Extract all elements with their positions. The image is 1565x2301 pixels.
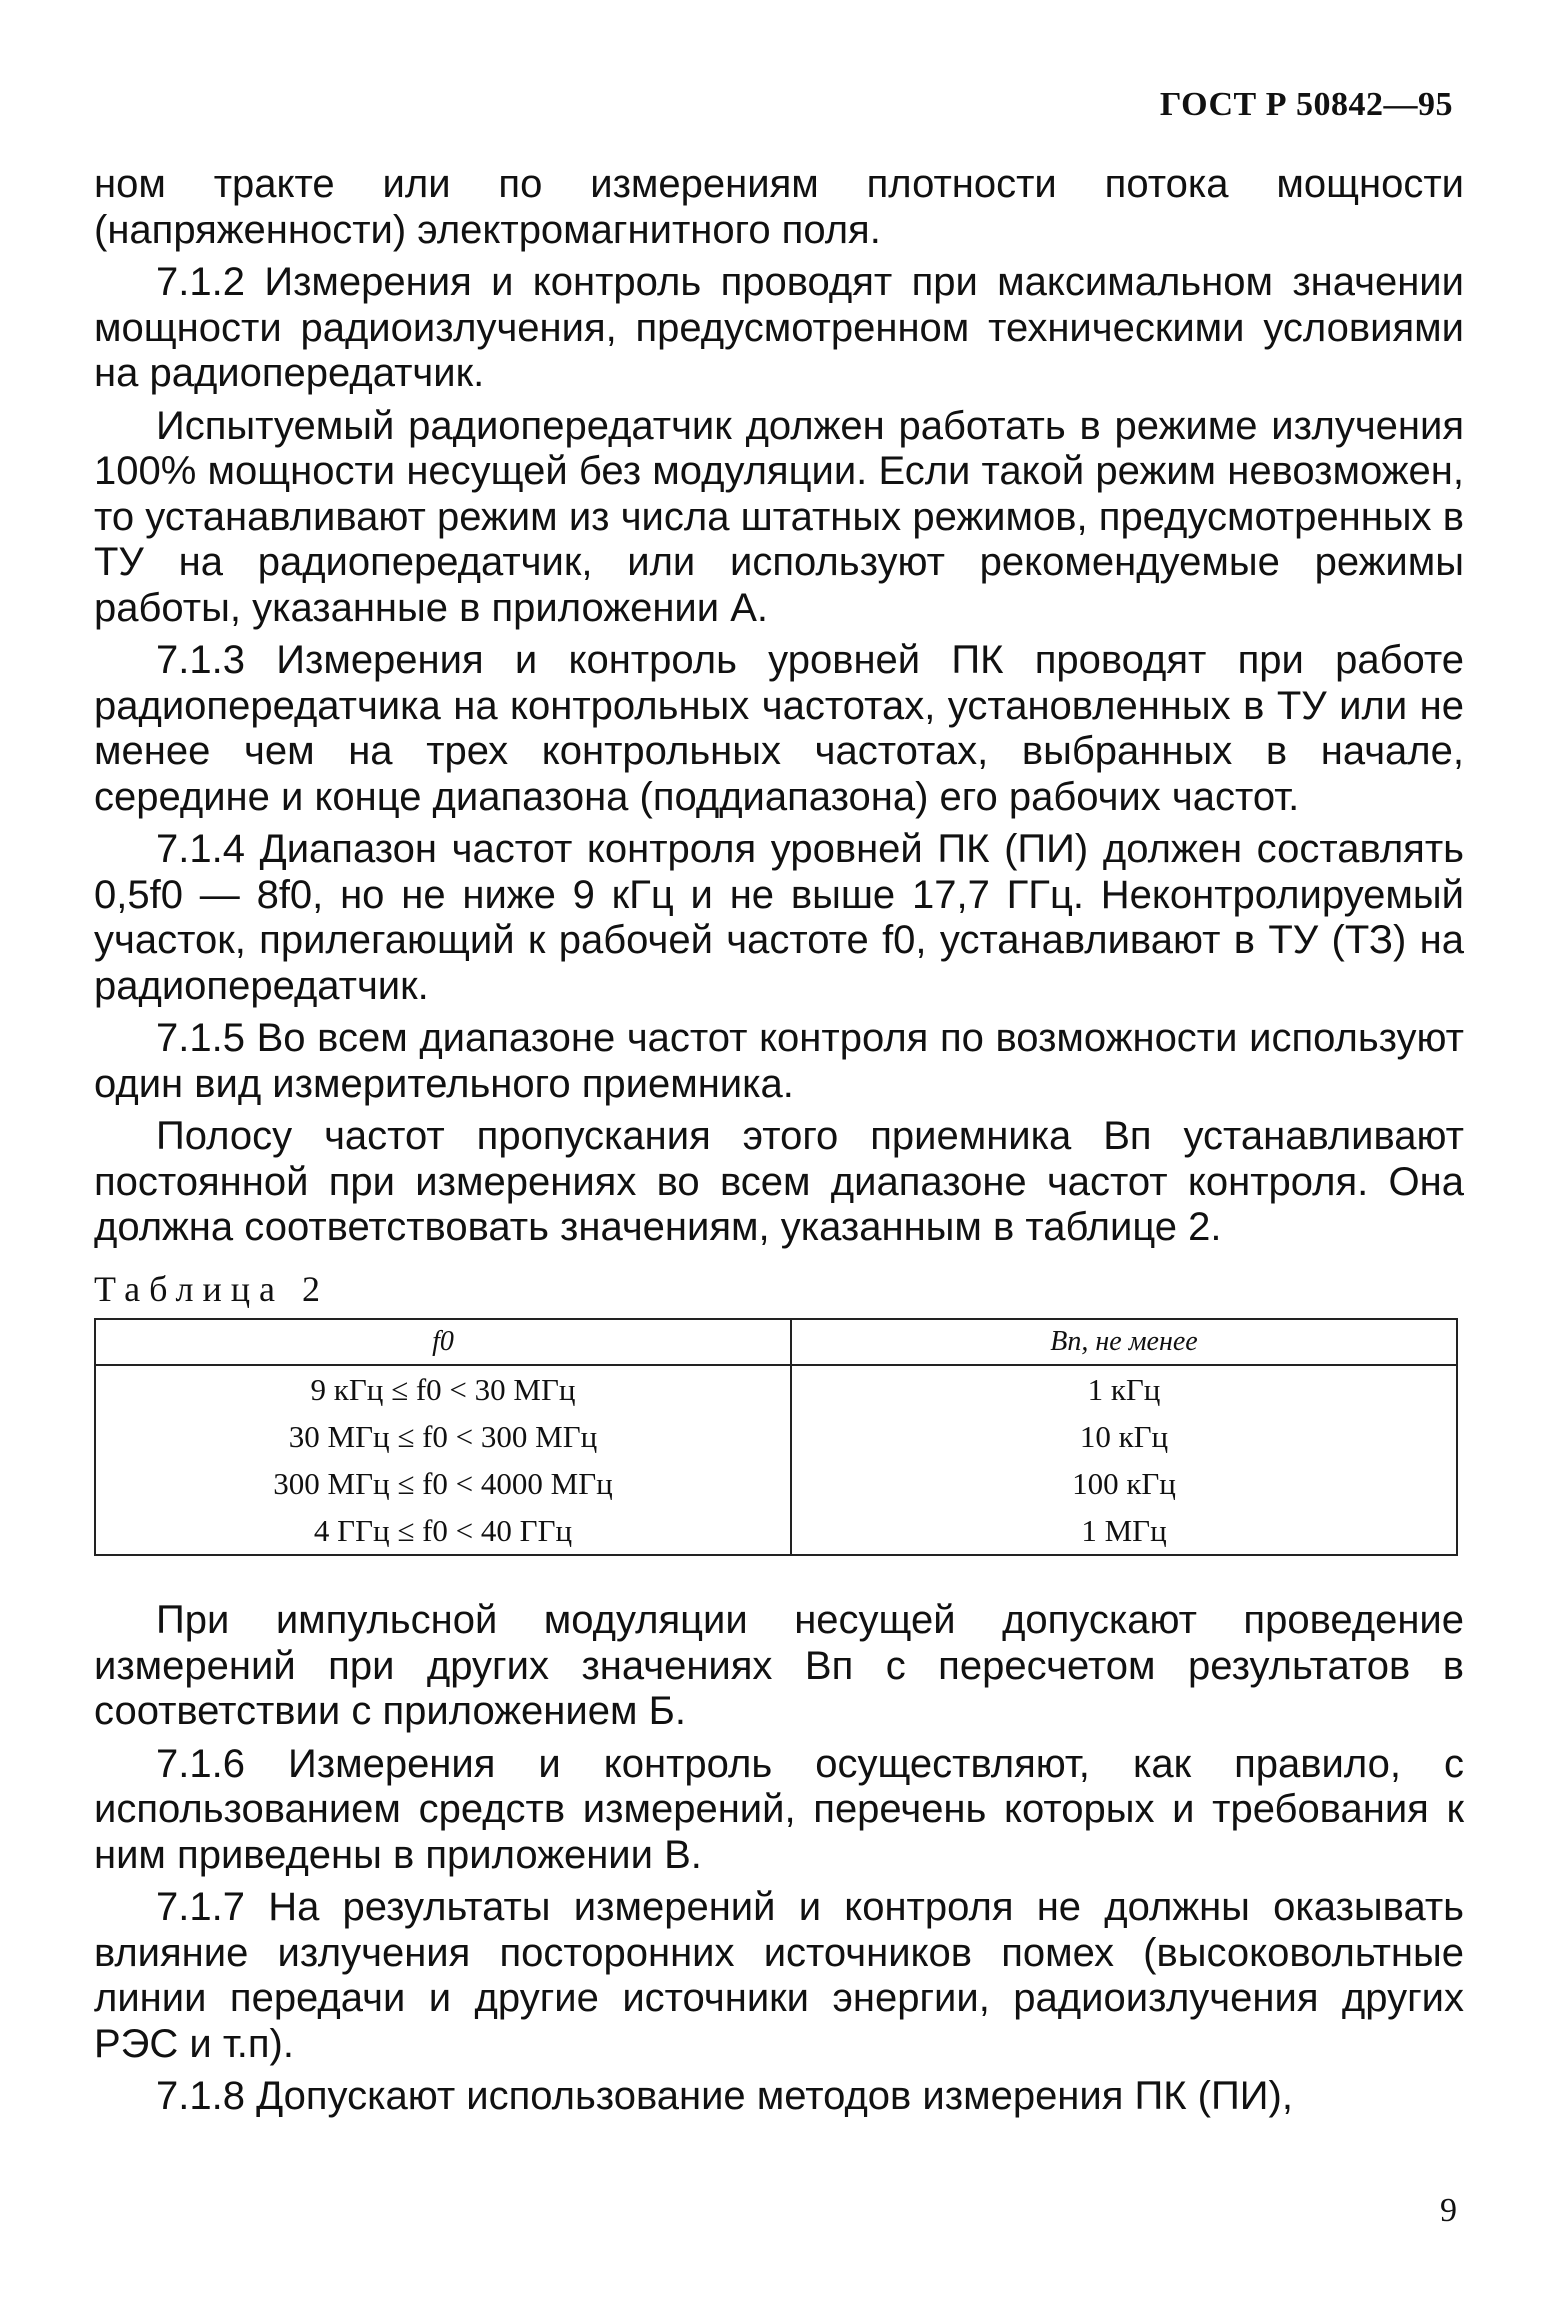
paragraph: 7.1.7 На результаты измерений и контроля не должны оказывать влияние излучения посторонних источников помех (высоковольтные линии передачи и другие источники энергии, радиоизлучения других РЭС и т.п). — [94, 1885, 1464, 2066]
table-cell: 1 МГц — [791, 1507, 1457, 1555]
table-cell: 1 кГц — [791, 1365, 1457, 1413]
standard-header: ГОСТ Р 50842—95 — [1159, 86, 1453, 123]
paragraph: 7.1.3 Измерения и контроль уровней ПК проводят при работе радиопередатчика на контрольных частотах, установленных в ТУ или не менее чем на трех контрольных частотах, выбранных в начале, середине и конце диапазона (поддиапазона) его рабочих частот. — [94, 638, 1464, 819]
page-number: 9 — [1440, 2192, 1457, 2229]
table-row — [95, 1460, 1457, 1507]
table-row — [95, 1413, 1457, 1460]
paragraph: Испытуемый радиопередатчик должен работать в режиме излучения 100% мощности несущей без модуляции. Если такой режим невозможен, то устанавливают режим из числа штатных режимов, предусмотренных в ТУ на радиопередатчик, или используют рекомендуемые режимы работы, указанные в приложении А. — [94, 403, 1464, 630]
table-row — [95, 1507, 1457, 1555]
paragraph: 7.1.6 Измерения и контроль осуществляют, как правило, с использованием средств измерений, перечень которых и требования к ним приведены в приложении В. — [94, 1741, 1464, 1877]
body-text-before-table — [94, 162, 1464, 1251]
table-header-row — [95, 1319, 1457, 1365]
paragraph: Полосу частот пропускания этого приемника Bп устанавливают постоянной при измерениях во всем диапазоне частот контроля. Она должна соответствовать значениям, указанным в таблице 2. — [94, 1114, 1464, 1249]
table-cell: 9 кГц ≤ f0 < 30 МГц — [310, 1371, 576, 1407]
paragraph: 7.1.8 Допускают использование методов измерения ПК (ПИ), — [156, 2074, 1293, 2118]
table-cell: 4 ГГц ≤ f0 < 40 ГГц — [313, 1512, 573, 1548]
table-cell: 300 МГц ≤ f0 < 4000 МГц — [273, 1465, 613, 1501]
table-cell: 30 МГц ≤ f0 < 300 МГц — [288, 1418, 598, 1454]
table-container — [94, 1318, 1458, 1556]
paragraph: 7.1.4 Диапазон частот контроля уровней ПК (ПИ) должен составлять 0,5f0 — 8f0, но не ниже 9 кГц и не выше 17,7 ГГц. Неконтролируемый участок, прилегающий к рабочей частоте f0, устанавливают в ТУ (ТЗ) на радиопередатчик. — [94, 827, 1464, 1008]
table-cell: 100 кГц — [791, 1460, 1457, 1507]
paragraph: ном тракте или по измерениям плотности потока мощности (напряженности) электромагнитного поля. — [94, 162, 1464, 252]
body-text-after-table — [94, 1598, 1464, 2120]
frequency-table — [94, 1318, 1458, 1556]
paragraph: 7.1.5 Во всем диапазоне частот контроля по возможности используют один вид измерительного приемника. — [94, 1016, 1464, 1106]
paragraph: При импульсной модуляции несущей допускают проведение измерений при других значениях Bп с пересчетом результатов в соответствии с приложением Б. — [94, 1598, 1464, 1733]
table-header-cell: f0 — [95, 1319, 791, 1365]
table-caption: Таблица 2 — [94, 1269, 329, 1309]
paragraph: 7.1.2 Измерения и контроль проводят при максимальном значении мощности радиоизлучения, предусмотренном техническими условиями на радиопередатчик. — [94, 260, 1464, 395]
table-cell: 10 кГц — [791, 1413, 1457, 1460]
table-header-cell: Bп, не менее — [791, 1319, 1457, 1365]
table-row — [95, 1365, 1457, 1413]
